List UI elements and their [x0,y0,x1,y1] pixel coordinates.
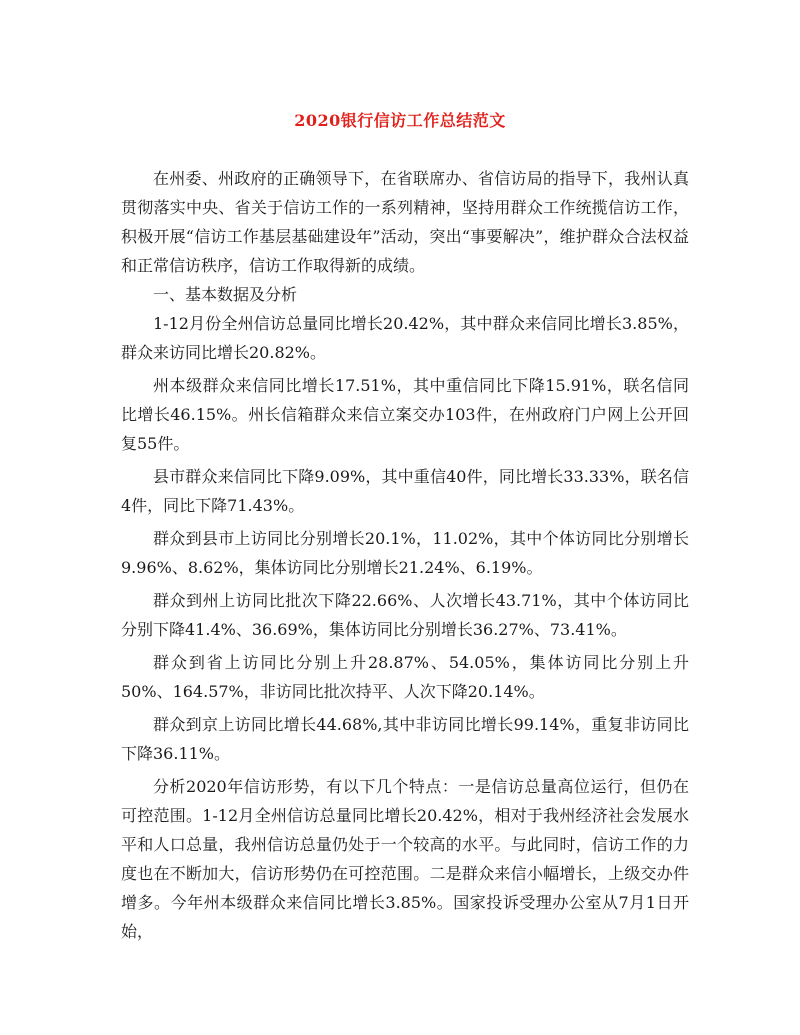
paragraph-county-visits: 群众到县市上访同比分别增长20.1%，11.02%，其中个体访同比分别增长9.96%、8.62%，集体访同比分别增长21.24%、6.19%。 [121,529,689,577]
paragraph-total-volume: 1-12月份全州信访总量同比增长20.42%，其中群众来信同比增长3.85%，群众来访同比增长20.82%。 [121,314,689,362]
section-heading-basic-data: 一、基本数据及分析 [153,285,298,304]
paragraph-province-visits: 群众到省上访同比分别上升28.87%、54.05%，集体访同比分别上升50%、164.57%，非访同比批次持平、人次下降20.14%。 [121,653,689,701]
paragraph-county-letters: 县市群众来信同比下降9.09%，其中重信40件，同比增长33.33%，联名信4件，同比下降71.43%。 [121,467,689,515]
document-body [121,164,689,946]
paragraph-state-letters: 州本级群众来信同比增长17.51%，其中重信同比下降15.91%，联名信同比增长46.15%。州长信箱群众来信立案交办103件，在州政府门户网上公开回复55件。 [121,376,689,453]
document-title: 2020银行信访工作总结范文 [294,111,506,130]
paragraph-analysis: 分析2020年信访形势，有以下几个特点：一是信访总量高位运行，但仍在可控范围。1-12月全州信访总量同比增长20.42%，相对于我州经济社会发展水平和人口总量，我州信访总量仍处于一个较高的水平。与此同时，信访工作的力度也在不断加大，信访形势仍在可控范围。二是群众来信小幅增长，上级交办件增多。今年州本级群众来信同比增长3.85%。国家投诉受理办公室从7月1日开始， [121,777,689,941]
paragraph-intro: 在州委、州政府的正确领导下，在省联席办、省信访局的指导下，我州认真贯彻落实中央、省关于信访工作的一系列精神，坚持用群众工作统揽信访工作，积极开展“信访工作基层基础建设年”活动，突出“事要解决”，维护群众合法权益和正常信访秩序，信访工作取得新的成绩。 [121,169,689,275]
paragraph-state-visits: 群众到州上访同比批次下降22.66%、人次增长43.71%，其中个体访同比分别下降41.4%、36.69%，集体访同比分别增长36.27%、73.41%。 [121,591,689,639]
paragraph-beijing-visits: 群众到京上访同比增长44.68%,其中非访同比增长99.14%，重复非访同比下降36.11%。 [121,715,689,763]
